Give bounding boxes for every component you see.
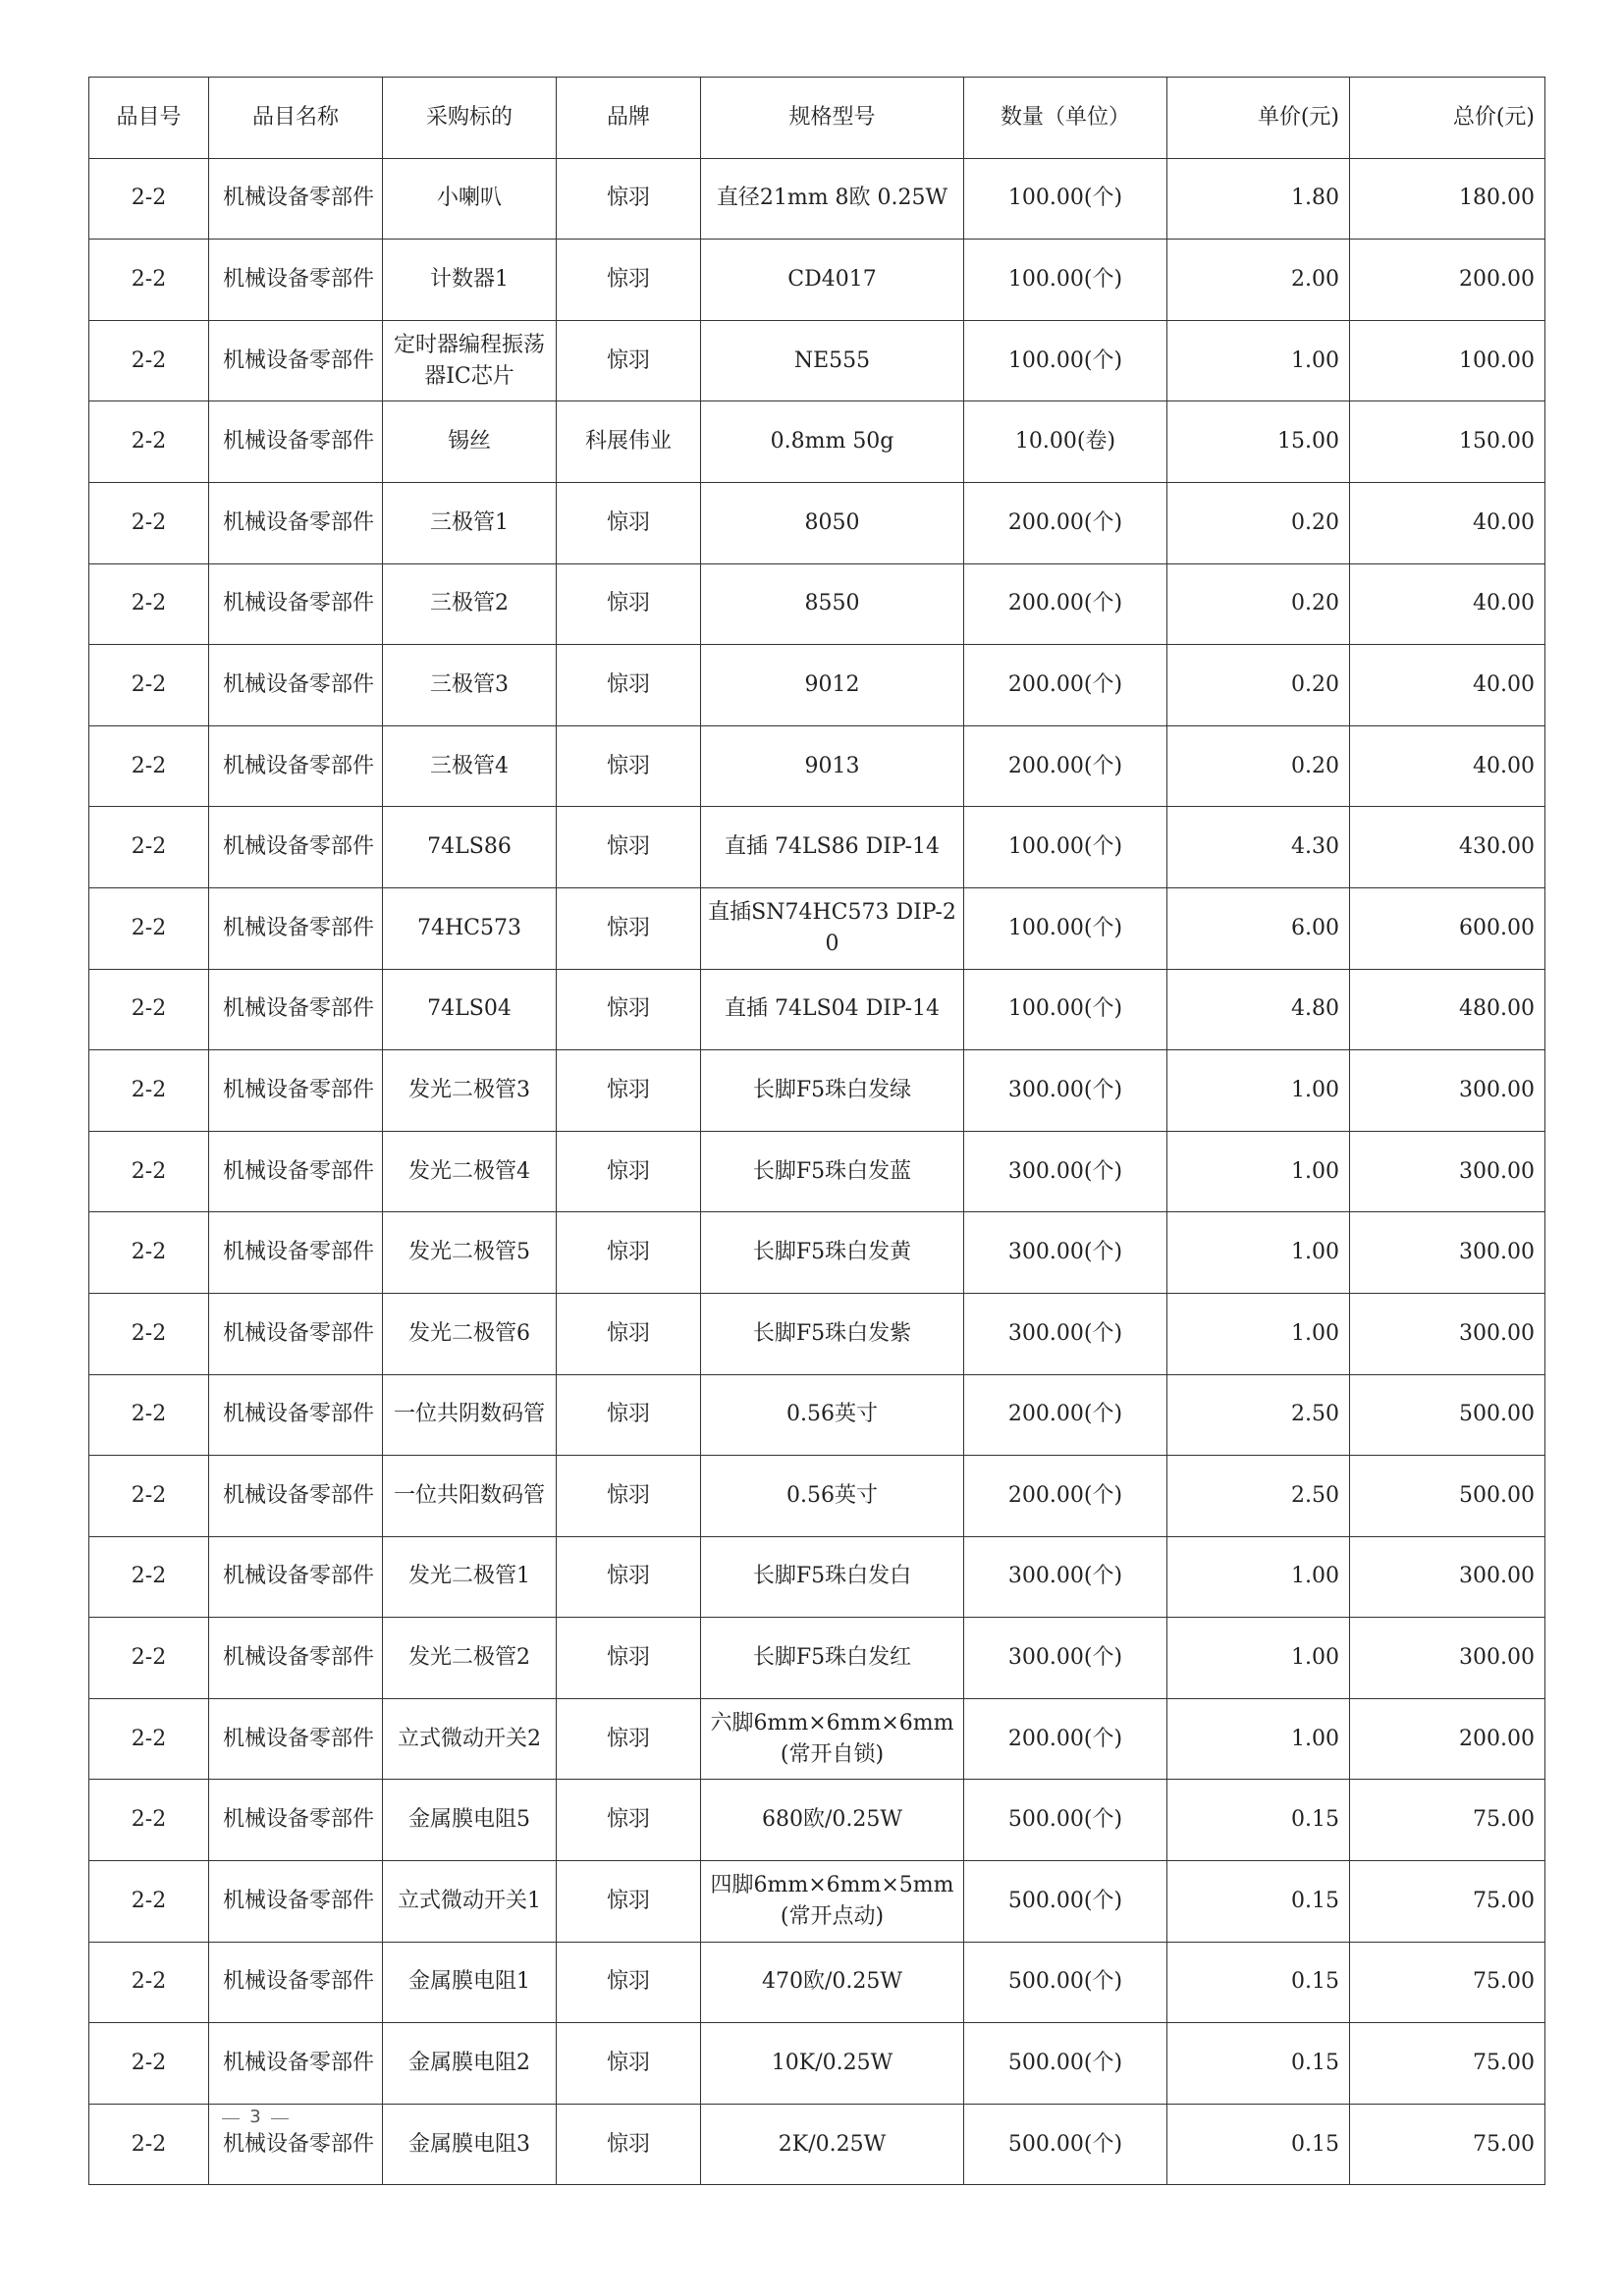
cell-brand: 惊羽	[557, 725, 701, 807]
cell-brand: 惊羽	[557, 240, 701, 321]
cell-item-no: 2-2	[89, 1618, 209, 1699]
cell-spec: 0.56英寸	[701, 1456, 964, 1537]
cell-item-name: 机械设备零部件	[209, 807, 383, 888]
cell-unit-price: 0.20	[1167, 645, 1350, 726]
cell-item-no: 2-2	[89, 1780, 209, 1861]
cell-quantity: 500.00(个)	[964, 1780, 1167, 1861]
cell-purchase-target: 发光二极管6	[383, 1293, 557, 1374]
table-row	[89, 807, 1545, 888]
cell-item-name: 机械设备零部件	[209, 1456, 383, 1537]
cell-spec: 直插 74LS04 DIP-14	[701, 969, 964, 1050]
header-item-name: 品目名称	[209, 78, 383, 159]
cell-total-price: 150.00	[1350, 401, 1545, 483]
cell-item-no: 2-2	[89, 1942, 209, 2023]
table-row	[89, 401, 1545, 483]
cell-item-name: 机械设备零部件	[209, 725, 383, 807]
cell-brand: 惊羽	[557, 1374, 701, 1456]
page-number: 3	[226, 2107, 285, 2127]
cell-brand: 惊羽	[557, 1050, 701, 1132]
cell-spec: 长脚F5珠白发蓝	[701, 1131, 964, 1212]
cell-purchase-target: 金属膜电阻3	[383, 2104, 557, 2185]
cell-quantity: 500.00(个)	[964, 1861, 1167, 1943]
cell-item-no: 2-2	[89, 158, 209, 240]
cell-total-price: 200.00	[1350, 1698, 1545, 1780]
cell-unit-price: 0.20	[1167, 482, 1350, 563]
cell-purchase-target: 金属膜电阻1	[383, 1942, 557, 2023]
cell-item-no: 2-2	[89, 1212, 209, 1294]
cell-item-name: 机械设备零部件	[209, 969, 383, 1050]
header-unit-price: 单价(元)	[1167, 78, 1350, 159]
table-row	[89, 725, 1545, 807]
cell-brand: 惊羽	[557, 563, 701, 645]
cell-item-name: 机械设备零部件	[209, 240, 383, 321]
cell-quantity: 300.00(个)	[964, 1618, 1167, 1699]
cell-total-price: 300.00	[1350, 1536, 1545, 1618]
cell-item-no: 2-2	[89, 240, 209, 321]
cell-brand: 惊羽	[557, 482, 701, 563]
table-row	[89, 887, 1545, 969]
cell-brand: 惊羽	[557, 645, 701, 726]
cell-total-price: 480.00	[1350, 969, 1545, 1050]
cell-spec: CD4017	[701, 240, 964, 321]
cell-item-no: 2-2	[89, 2104, 209, 2185]
cell-item-name: 机械设备零部件	[209, 1698, 383, 1780]
table-row	[89, 1780, 1545, 1861]
cell-item-no: 2-2	[89, 645, 209, 726]
cell-item-no: 2-2	[89, 1293, 209, 1374]
cell-spec: 长脚F5珠白发红	[701, 1618, 964, 1699]
cell-quantity: 300.00(个)	[964, 1212, 1167, 1294]
table-row	[89, 240, 1545, 321]
cell-total-price: 430.00	[1350, 807, 1545, 888]
cell-brand: 惊羽	[557, 969, 701, 1050]
cell-total-price: 40.00	[1350, 482, 1545, 563]
cell-purchase-target: 三极管1	[383, 482, 557, 563]
header-quantity: 数量（单位）	[964, 78, 1167, 159]
table-row	[89, 482, 1545, 563]
cell-purchase-target: 发光二极管2	[383, 1618, 557, 1699]
cell-unit-price: 1.00	[1167, 1212, 1350, 1294]
cell-item-no: 2-2	[89, 1374, 209, 1456]
cell-item-name: 机械设备零部件	[209, 1780, 383, 1861]
cell-item-no: 2-2	[89, 401, 209, 483]
cell-brand: 惊羽	[557, 1618, 701, 1699]
cell-spec: 0.56英寸	[701, 1374, 964, 1456]
table-row	[89, 2023, 1545, 2105]
cell-purchase-target: 计数器1	[383, 240, 557, 321]
cell-unit-price: 1.00	[1167, 1293, 1350, 1374]
table-row	[89, 1131, 1545, 1212]
cell-purchase-target: 一位共阴数码管	[383, 1374, 557, 1456]
cell-purchase-target: 三极管3	[383, 645, 557, 726]
cell-spec: 2K/0.25W	[701, 2104, 964, 2185]
cell-brand: 惊羽	[557, 1698, 701, 1780]
cell-brand: 惊羽	[557, 1536, 701, 1618]
cell-quantity: 300.00(个)	[964, 1293, 1167, 1374]
cell-unit-price: 6.00	[1167, 887, 1350, 969]
cell-purchase-target: 金属膜电阻5	[383, 1780, 557, 1861]
cell-unit-price: 2.50	[1167, 1374, 1350, 1456]
cell-total-price: 300.00	[1350, 1293, 1545, 1374]
cell-item-name: 机械设备零部件	[209, 887, 383, 969]
cell-quantity: 500.00(个)	[964, 2023, 1167, 2105]
cell-item-no: 2-2	[89, 1050, 209, 1132]
cell-brand: 惊羽	[557, 1293, 701, 1374]
cell-item-name: 机械设备零部件	[209, 2104, 383, 2185]
cell-unit-price: 0.15	[1167, 2104, 1350, 2185]
cell-total-price: 40.00	[1350, 645, 1545, 726]
cell-purchase-target: 立式微动开关1	[383, 1861, 557, 1943]
cell-item-no: 2-2	[89, 807, 209, 888]
cell-unit-price: 1.00	[1167, 320, 1350, 401]
cell-quantity: 100.00(个)	[964, 969, 1167, 1050]
cell-quantity: 200.00(个)	[964, 1374, 1167, 1456]
cell-total-price: 75.00	[1350, 2104, 1545, 2185]
cell-purchase-target: 发光二极管3	[383, 1050, 557, 1132]
cell-item-no: 2-2	[89, 1536, 209, 1618]
cell-total-price: 75.00	[1350, 1780, 1545, 1861]
header-brand: 品牌	[557, 78, 701, 159]
cell-quantity: 200.00(个)	[964, 1456, 1167, 1537]
cell-item-name: 机械设备零部件	[209, 1374, 383, 1456]
cell-unit-price: 2.50	[1167, 1456, 1350, 1537]
table-row	[89, 1618, 1545, 1699]
cell-brand: 惊羽	[557, 1942, 701, 2023]
cell-brand: 惊羽	[557, 320, 701, 401]
table-row	[89, 1536, 1545, 1618]
table-row	[89, 1050, 1545, 1132]
cell-item-name: 机械设备零部件	[209, 482, 383, 563]
cell-quantity: 100.00(个)	[964, 807, 1167, 888]
cell-spec: 长脚F5珠白发黄	[701, 1212, 964, 1294]
procurement-table	[88, 77, 1545, 2185]
cell-brand: 惊羽	[557, 2023, 701, 2105]
cell-spec: 六脚6mm×6mm×6mm(常开自锁)	[701, 1698, 964, 1780]
cell-item-no: 2-2	[89, 2023, 209, 2105]
cell-item-name: 机械设备零部件	[209, 1618, 383, 1699]
cell-purchase-target: 立式微动开关2	[383, 1698, 557, 1780]
cell-unit-price: 15.00	[1167, 401, 1350, 483]
table-row	[89, 1861, 1545, 1943]
cell-unit-price: 4.30	[1167, 807, 1350, 888]
cell-purchase-target: 发光二极管5	[383, 1212, 557, 1294]
table-row	[89, 320, 1545, 401]
table-row	[89, 969, 1545, 1050]
cell-total-price: 300.00	[1350, 1618, 1545, 1699]
cell-unit-price: 1.00	[1167, 1698, 1350, 1780]
header-total-price: 总价(元)	[1350, 78, 1545, 159]
table-row	[89, 1942, 1545, 2023]
cell-purchase-target: 三极管2	[383, 563, 557, 645]
cell-unit-price: 0.15	[1167, 1780, 1350, 1861]
header-row	[89, 78, 1545, 159]
cell-purchase-target: 定时器编程振荡器IC芯片	[383, 320, 557, 401]
cell-brand: 惊羽	[557, 1131, 701, 1212]
cell-item-no: 2-2	[89, 887, 209, 969]
cell-item-no: 2-2	[89, 320, 209, 401]
cell-total-price: 75.00	[1350, 1942, 1545, 2023]
cell-spec: 四脚6mm×6mm×5mm(常开点动)	[701, 1861, 964, 1943]
cell-item-name: 机械设备零部件	[209, 1050, 383, 1132]
cell-purchase-target: 发光二极管4	[383, 1131, 557, 1212]
cell-total-price: 200.00	[1350, 240, 1545, 321]
cell-spec: 0.8mm 50g	[701, 401, 964, 483]
cell-unit-price: 1.00	[1167, 1131, 1350, 1212]
cell-item-name: 机械设备零部件	[209, 158, 383, 240]
cell-item-name: 机械设备零部件	[209, 401, 383, 483]
header-item-no: 品目号	[89, 78, 209, 159]
cell-spec: 9012	[701, 645, 964, 726]
cell-brand: 惊羽	[557, 887, 701, 969]
cell-total-price: 300.00	[1350, 1212, 1545, 1294]
cell-total-price: 500.00	[1350, 1374, 1545, 1456]
cell-item-name: 机械设备零部件	[209, 1131, 383, 1212]
cell-item-name: 机械设备零部件	[209, 1536, 383, 1618]
table-row	[89, 1456, 1545, 1537]
cell-quantity: 500.00(个)	[964, 2104, 1167, 2185]
cell-purchase-target: 74HC573	[383, 887, 557, 969]
table-row	[89, 1698, 1545, 1780]
cell-unit-price: 4.80	[1167, 969, 1350, 1050]
cell-total-price: 600.00	[1350, 887, 1545, 969]
cell-quantity: 200.00(个)	[964, 1698, 1167, 1780]
table-row	[89, 1212, 1545, 1294]
cell-item-no: 2-2	[89, 1698, 209, 1780]
cell-quantity: 100.00(个)	[964, 320, 1167, 401]
cell-quantity: 200.00(个)	[964, 563, 1167, 645]
cell-quantity: 100.00(个)	[964, 240, 1167, 321]
cell-spec: 直径21mm 8欧 0.25W	[701, 158, 964, 240]
cell-total-price: 300.00	[1350, 1050, 1545, 1132]
header-spec: 规格型号	[701, 78, 964, 159]
cell-spec: 直插SN74HC573 DIP-20	[701, 887, 964, 969]
cell-item-no: 2-2	[89, 1456, 209, 1537]
cell-spec: 8050	[701, 482, 964, 563]
cell-quantity: 300.00(个)	[964, 1050, 1167, 1132]
cell-item-no: 2-2	[89, 725, 209, 807]
cell-quantity: 200.00(个)	[964, 482, 1167, 563]
cell-unit-price: 0.20	[1167, 725, 1350, 807]
cell-brand: 惊羽	[557, 158, 701, 240]
table-row	[89, 158, 1545, 240]
cell-total-price: 300.00	[1350, 1131, 1545, 1212]
cell-spec: 9013	[701, 725, 964, 807]
cell-brand: 惊羽	[557, 1780, 701, 1861]
cell-item-no: 2-2	[89, 1861, 209, 1943]
cell-item-name: 机械设备零部件	[209, 563, 383, 645]
cell-purchase-target: 74LS04	[383, 969, 557, 1050]
cell-spec: 8550	[701, 563, 964, 645]
cell-purchase-target: 小喇叭	[383, 158, 557, 240]
cell-quantity: 500.00(个)	[964, 1942, 1167, 2023]
cell-quantity: 10.00(卷)	[964, 401, 1167, 483]
cell-purchase-target: 锡丝	[383, 401, 557, 483]
cell-brand: 惊羽	[557, 1456, 701, 1537]
cell-quantity: 200.00(个)	[964, 725, 1167, 807]
cell-spec: 680欧/0.25W	[701, 1780, 964, 1861]
cell-item-name: 机械设备零部件	[209, 1212, 383, 1294]
cell-brand: 惊羽	[557, 1861, 701, 1943]
cell-brand: 科展伟业	[557, 401, 701, 483]
cell-item-no: 2-2	[89, 563, 209, 645]
table-row	[89, 563, 1545, 645]
cell-purchase-target: 金属膜电阻2	[383, 2023, 557, 2105]
cell-item-no: 2-2	[89, 1131, 209, 1212]
table-row	[89, 1293, 1545, 1374]
cell-purchase-target: 74LS86	[383, 807, 557, 888]
cell-purchase-target: 一位共阳数码管	[383, 1456, 557, 1537]
cell-quantity: 100.00(个)	[964, 158, 1167, 240]
cell-total-price: 40.00	[1350, 563, 1545, 645]
cell-purchase-target: 发光二极管1	[383, 1536, 557, 1618]
cell-item-name: 机械设备零部件	[209, 320, 383, 401]
cell-brand: 惊羽	[557, 1212, 701, 1294]
cell-spec: 长脚F5珠白发绿	[701, 1050, 964, 1132]
cell-item-no: 2-2	[89, 482, 209, 563]
cell-unit-price: 0.15	[1167, 1861, 1350, 1943]
cell-brand: 惊羽	[557, 2104, 701, 2185]
cell-item-name: 机械设备零部件	[209, 645, 383, 726]
cell-unit-price: 1.00	[1167, 1536, 1350, 1618]
cell-spec: 直插 74LS86 DIP-14	[701, 807, 964, 888]
cell-quantity: 100.00(个)	[964, 887, 1167, 969]
table-row	[89, 645, 1545, 726]
table-row	[89, 2104, 1545, 2185]
cell-item-name: 机械设备零部件	[209, 1861, 383, 1943]
cell-total-price: 75.00	[1350, 2023, 1545, 2105]
table-row	[89, 1374, 1545, 1456]
cell-total-price: 500.00	[1350, 1456, 1545, 1537]
cell-purchase-target: 三极管4	[383, 725, 557, 807]
cell-unit-price: 0.20	[1167, 563, 1350, 645]
cell-spec: 470欧/0.25W	[701, 1942, 964, 2023]
cell-item-name: 机械设备零部件	[209, 1293, 383, 1374]
cell-unit-price: 1.80	[1167, 158, 1350, 240]
cell-item-name: 机械设备零部件	[209, 2023, 383, 2105]
cell-unit-price: 0.15	[1167, 1942, 1350, 2023]
cell-quantity: 300.00(个)	[964, 1131, 1167, 1212]
cell-total-price: 40.00	[1350, 725, 1545, 807]
cell-unit-price: 2.00	[1167, 240, 1350, 321]
cell-item-no: 2-2	[89, 969, 209, 1050]
cell-spec: NE555	[701, 320, 964, 401]
cell-quantity: 200.00(个)	[964, 645, 1167, 726]
cell-unit-price: 1.00	[1167, 1618, 1350, 1699]
cell-spec: 10K/0.25W	[701, 2023, 964, 2105]
cell-total-price: 75.00	[1350, 1861, 1545, 1943]
cell-unit-price: 0.15	[1167, 2023, 1350, 2105]
header-purchase-target: 采购标的	[383, 78, 557, 159]
cell-spec: 长脚F5珠白发白	[701, 1536, 964, 1618]
cell-quantity: 300.00(个)	[964, 1536, 1167, 1618]
cell-unit-price: 1.00	[1167, 1050, 1350, 1132]
cell-brand: 惊羽	[557, 807, 701, 888]
cell-spec: 长脚F5珠白发紫	[701, 1293, 964, 1374]
cell-total-price: 180.00	[1350, 158, 1545, 240]
cell-total-price: 100.00	[1350, 320, 1545, 401]
cell-item-name: 机械设备零部件	[209, 1942, 383, 2023]
